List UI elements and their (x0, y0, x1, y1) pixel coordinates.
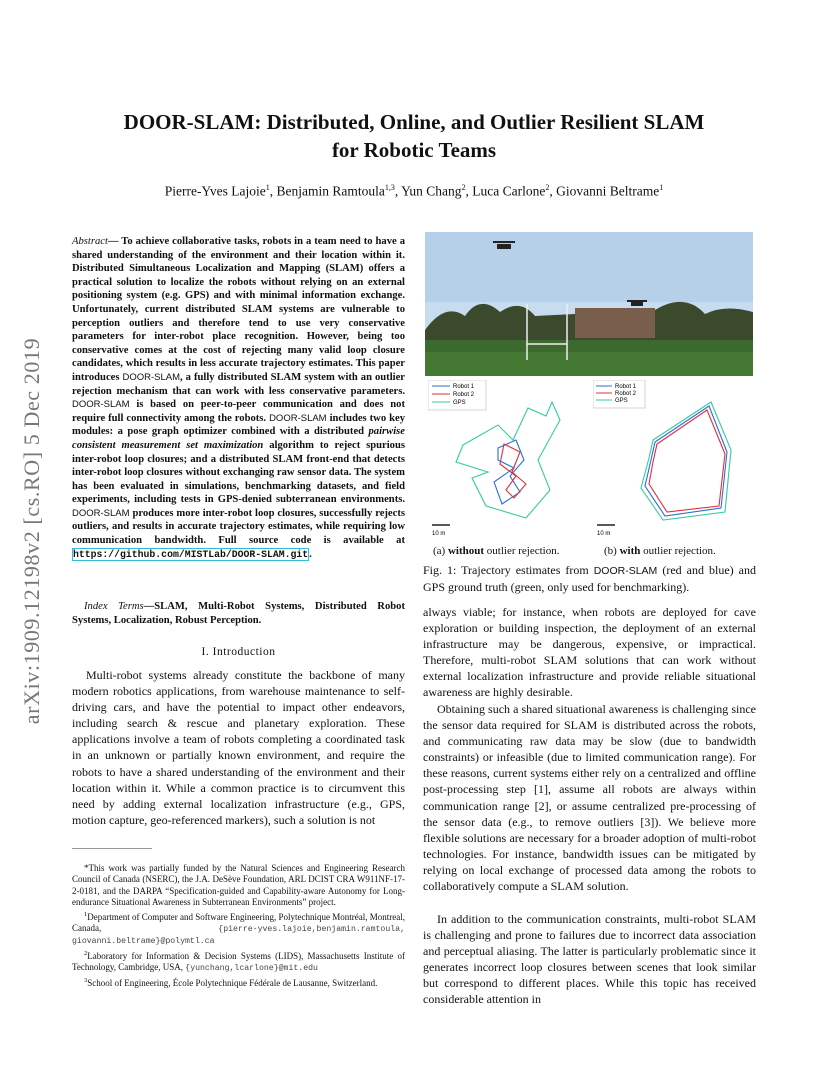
system-name: DOOR-SLAM (593, 565, 658, 577)
footnote-mark: 3 (84, 976, 88, 984)
author: Yun Chang (401, 183, 462, 199)
legend-gps: GPS (453, 400, 466, 406)
abstract-lead: Abstract (72, 236, 108, 247)
author-affil: 1 (265, 183, 270, 192)
subcaption-text: outlier rejection. (484, 545, 560, 557)
legend-robot-2: Robot 2 (453, 392, 475, 398)
author-affil: 2 (461, 183, 466, 192)
footnote-3 (72, 975, 405, 989)
footnote-1 (72, 909, 405, 948)
system-name: DOOR-SLAM (72, 507, 130, 519)
legend-robot-1: Robot 1 (615, 384, 637, 390)
author-list: Pierre-Yves Lajoie$^1$, Benjamin Ramtoula$^{1,3}$, Yun Chang$^2$, Luca Carlone$^2$, Giovanni Beltrame$^1$ (164, 183, 664, 199)
trajectory-plot-without (428, 380, 588, 540)
abstract-text: produces more inter-robot loop closures, successfully rejects outliers, and results in accurate trajectory estimates, while requiring low communication bandwidth. Full source code is available at (72, 507, 405, 547)
scale-bar-label: 10 m (597, 531, 611, 537)
abstract-text: is based on peer-to-peer communication and does not require full connectivity among the robots. (72, 399, 405, 424)
footnote-text: Laboratory for Information & Decision Systems (LIDS), Massachusetts Institute of Technology, Cambridge, USA, (72, 950, 405, 973)
index-terms-text: —SLAM, Multi-Robot Systems, Distributed Robot Systems, Localization, Robust Perception. (72, 601, 405, 626)
subcaption-a (433, 545, 559, 557)
footnote-email: {pierre-yves.lajoie,benjamin.ramtoula, giovanni.beltrame}@polymtl.ca (72, 925, 405, 947)
source-code-link[interactable]: https://github.com/MISTLab/DOOR-SLAM.git (73, 548, 309, 560)
field-photo-illustration (425, 232, 753, 376)
intro-paragraph: Multi-robot systems already constitute the backbone of many modern robotics applications, from warehouse maintenance to self-driving cars, and have the potential to impact other endeavors, including search & rescue and planetary exploration. These applications involve a team of robots completing a coordinated task in an unknown or partially known environment, and require the robots to have a shared understanding of the environment and their location within it. While a common practice is to circumvent this need by adding external localization infrastructure (e.g., GPS, motion capture, geo-referenced markers), such a solution is not (72, 668, 405, 827)
subcaption-emphasis: with (619, 545, 641, 557)
author-affil: 1,3 (384, 183, 395, 192)
system-name: DOOR-SLAM (122, 371, 181, 383)
system-name: DOOR-SLAM (269, 412, 327, 424)
footnote-text: Department of Computer and Software Engineering, Polytechnique Montréal, Montreal, Canada, (72, 911, 405, 934)
legend-robot-2: Robot 2 (615, 391, 637, 397)
abstract-text: — To achieve collaborative tasks, robots in a team need to have a shared understanding of the environment and their location within it. Distributed Simultaneous Localization and Mapping (SLAM) offers a practical solution to localize the robots without relying on an external positioning system (e.g. GPS) and with minimal information exchange. Unfortunately, current distributed SLAM systems are vulnerable to perception outliers and therefore tend to use very conservative parameters for inter-robot place recognition. However, being too conservative comes at the cost of rejecting many valid loop closure candidates, which results in less accurate trajectory estimates. This paper introduces (72, 236, 405, 383)
subcaption-emphasis: without (447, 545, 485, 557)
subcaption-letter: (b) (604, 545, 620, 557)
author: Pierre-Yves Lajoie (164, 183, 266, 199)
footnote-funding: *This work was partially funded by the Natural Sciences and Engineering Research Council of Canada (NSERC), the J.A. DeSève Foundation, ARL DCIST CRA W911NF-17-2-0181, and the DARPA “Specification-guided and Capability-aware Autonomy for Long-endurance Situational Awareness in Subterranean Environments” project. (72, 863, 405, 908)
author: Benjamin Ramtoula (276, 183, 385, 199)
field-photo (425, 232, 753, 376)
intro-paragraph: Obtaining such a shared situational awareness is challenging since the sensor data required for SLAM is distributed across the robots, and communicating raw data may be slow (due to bandwidth constraints) or infeasible (due to limited communication range). For these reasons, current systems either rely on a centralized and offline post-processing step [1], assume all robots are always within communication range [2], or assume centralized pre-processing of the sensor data (e.g., to remove outliers [3]). We believe more flexible solutions are necessary for a broader adoption of multi-robot technologies. For instance, bandwidth issues can be mitigated by relying on local exchange of processed data among the robots to collaboratively compute a SLAM solution. (423, 702, 756, 894)
index-terms (72, 600, 405, 627)
footnotes (72, 863, 405, 989)
intro-paragraph: In addition to the communication constraints, multi-robot SLAM is challenging and prone to failures due to incorrect data association and perceptual aliasing. The latter is particularly problematic since it generates incorrect loop closures between scenes that look similar but correspond to different places. While this topic has received considerable attention in (423, 912, 756, 1007)
trajectory-plot-b (593, 380, 753, 540)
author-affil: 2 (545, 183, 550, 192)
subcaption-text: outlier rejection. (640, 545, 716, 557)
title-line-2: for Robotic Teams (331, 138, 497, 162)
legend-gps: GPS (615, 398, 628, 404)
abstract-text: includes two key modules: a pose graph optimizer combined with a distributed (72, 412, 405, 438)
abstract-emphasis: pairwise consistent measurement set maximization (72, 426, 405, 451)
abstract-text: , a fully distributed SLAM system with an outlier rejection mechanism that can work with less conservative parameters. (72, 371, 405, 397)
footnote-email: {yunchang,lcarlone}@mit.edu (185, 964, 318, 974)
footnote-rule (72, 848, 152, 849)
author-affil: 1 (659, 183, 664, 192)
footnote-mark: 1 (84, 910, 88, 918)
arxiv-stamp: arXiv:1909.12198v2 [cs.RO] 5 Dec 2019 (19, 337, 44, 725)
footnote-2 (72, 948, 405, 975)
author: Giovanni Beltrame (556, 183, 660, 199)
author: Luca Carlone (472, 183, 546, 199)
intro-paragraph-continued: always viable; for instance, when robots are deployed for cave exploration or building inspection, the deployment of an external infrastructure may be dangerous, expensive, or impractical. Therefore, multi-robot SLAM solutions that can work without external localization infrastructure and provide reliable situational awareness are highly desirable. (423, 605, 756, 700)
footnote-text: School of Engineering, École Polytechnique Fédérale de Lausanne, Switzerland. (87, 977, 378, 988)
title-line-1: DOOR-SLAM: Distributed, Online, and Outlier Resilient SLAM (123, 110, 705, 134)
abstract-text: algorithm to reject spurious inter-robot loop closures; and a distributed SLAM front-end that detects inter-robot loop closures without exchanging raw sensor data. The system has been evaluated in simulations, benchmarking datasets, and field experiments, including tests in GPS-denied subterranean environments. (72, 439, 405, 506)
legend-robot-1: Robot 1 (453, 384, 475, 390)
caption-text: Fig. 1: Trajectory estimates from (423, 563, 594, 577)
figure-caption (423, 562, 756, 595)
subcaption-letter: (a) (433, 545, 448, 557)
abstract (72, 235, 405, 561)
scale-bar-label: 10 m (432, 531, 446, 537)
trajectory-plot-a (428, 380, 588, 540)
system-name: DOOR-SLAM (72, 399, 130, 411)
section-heading: I. Introduction (201, 646, 276, 658)
paper-title (60, 108, 768, 164)
footnote-mark: 2 (84, 949, 88, 957)
index-terms-lead: Index Terms (84, 601, 144, 612)
subcaption-b (604, 545, 716, 557)
trajectory-plot-with (593, 380, 753, 540)
caption-text: (red and blue) and GPS ground truth (green, only used for benchmarking). (423, 563, 756, 595)
abstract-text: . (309, 548, 312, 560)
